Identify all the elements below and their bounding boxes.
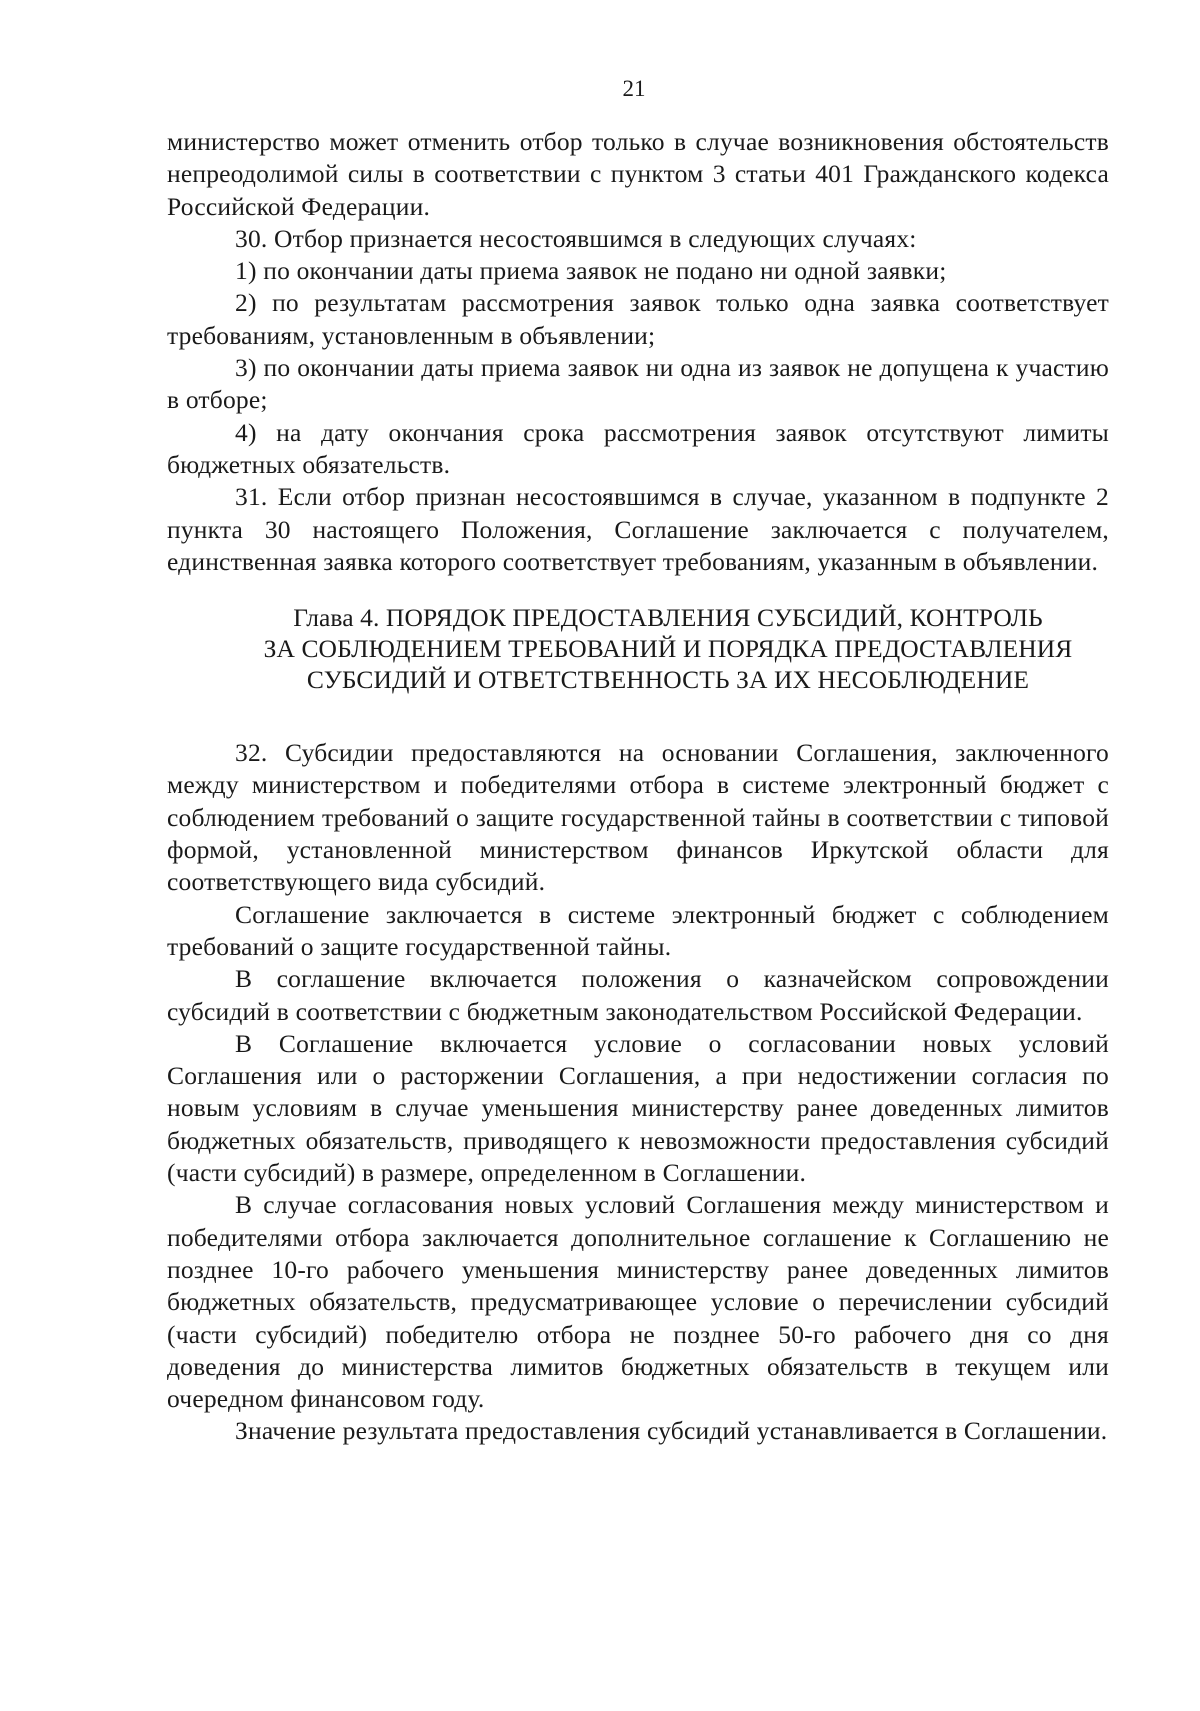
chapter-heading-line: СУБСИДИЙ И ОТВЕТСТВЕННОСТЬ ЗА ИХ НЕСОБЛЮДЕНИЕ <box>306 665 1030 695</box>
paragraph-item-30: 30. Отбор признается несостоявшимся в следующих случаях: <box>235 223 917 253</box>
chapter-heading-line: Глава 4. ПОРЯДОК ПРЕДОСТАВЛЕНИЯ СУБСИДИЙ, КОНТРОЛЬ <box>293 603 1043 633</box>
page-number: 21 <box>622 76 646 101</box>
paragraph-result-value: Значение результата предоставления субсидий устанавливается в Соглашении. <box>235 1416 1108 1446</box>
paragraph-agreement-system: Соглашение заключается в системе электронный бюджет с соблюдением требований о защите государственной тайны. <box>167 899 1109 961</box>
chapter-heading-line: ЗА СОБЛЮДЕНИЕМ ТРЕБОВАНИЙ И ПОРЯДКА ПРЕДОСТАВЛЕНИЯ <box>263 634 1073 664</box>
paragraph-treasury-support: В соглашение включается положения о казначейском сопровождении субсидий в соответствии с бюджетным законодательством Российской Федерации. <box>167 964 1109 1026</box>
document-body <box>167 126 1109 1448</box>
paragraph-additional-agreement: В случае согласования новых условий Соглашения между министерством и победителями отбора заключается дополнительное соглашение к Соглашению не позднее 10-го рабочего уменьшения министерству ранее доведенных лимитов бюджетных обязательств, предусматривающее условие о перечислении субсидий (части субсидий) победителю отбора не позднее 50-го рабочего дня со дня доведения до министерства лимитов бюджетных обязательств в текущем или очередном финансовом году. <box>167 1190 1109 1414</box>
paragraph-item-30-2: 2) по результатам рассмотрения заявок только одна заявка соответствует требованиям, установленным в объявлении; <box>167 288 1109 350</box>
paragraph-continuation: министерство может отменить отбор только в случае возникновения обстоятельств непреодолимой силы в соответствии с пунктом 3 статьи 401 Гражданского кодекса Российской Федерации. <box>167 127 1109 221</box>
paragraph-item-31: 31. Если отбор признан несостоявшимся в случае, указанном в подпункте 2 пункта 30 настоящего Положения, Соглашение заключается с получателем, единственная заявка которого соответствует требованиям, указанным в объявлении. <box>167 482 1109 576</box>
paragraph-item-30-3: 3) по окончании даты приема заявок ни одна из заявок не допущена к участию в отборе; <box>167 353 1109 415</box>
paragraph-item-30-4: 4) на дату окончания срока рассмотрения заявок отсутствуют лимиты бюджетных обязательств. <box>167 417 1109 479</box>
paragraph-item-32: 32. Субсидии предоставляются на основании Соглашения, заключенного между министерством и победителями отбора в системе электронный бюджет с соблюдением требований о защите государственной тайны в соответствии с типовой формой, установленной министерством финансов Иркутской области для соответствующего вида субсидий. <box>167 738 1109 897</box>
chapter-heading <box>167 602 1109 695</box>
paragraph-new-conditions: В Соглашение включается условие о согласовании новых условий Соглашения или о расторжении Соглашения, а при недостижении согласия по новым условиям в случае уменьшения министерству ранее доведенных лимитов бюджетных обязательств, приводящего к невозможности предоставления субсидий (части субсидий) в размере, определенном в Соглашении. <box>167 1028 1109 1188</box>
paragraph-item-30-1: 1) по окончании даты приема заявок не подано ни одной заявки; <box>235 256 947 286</box>
